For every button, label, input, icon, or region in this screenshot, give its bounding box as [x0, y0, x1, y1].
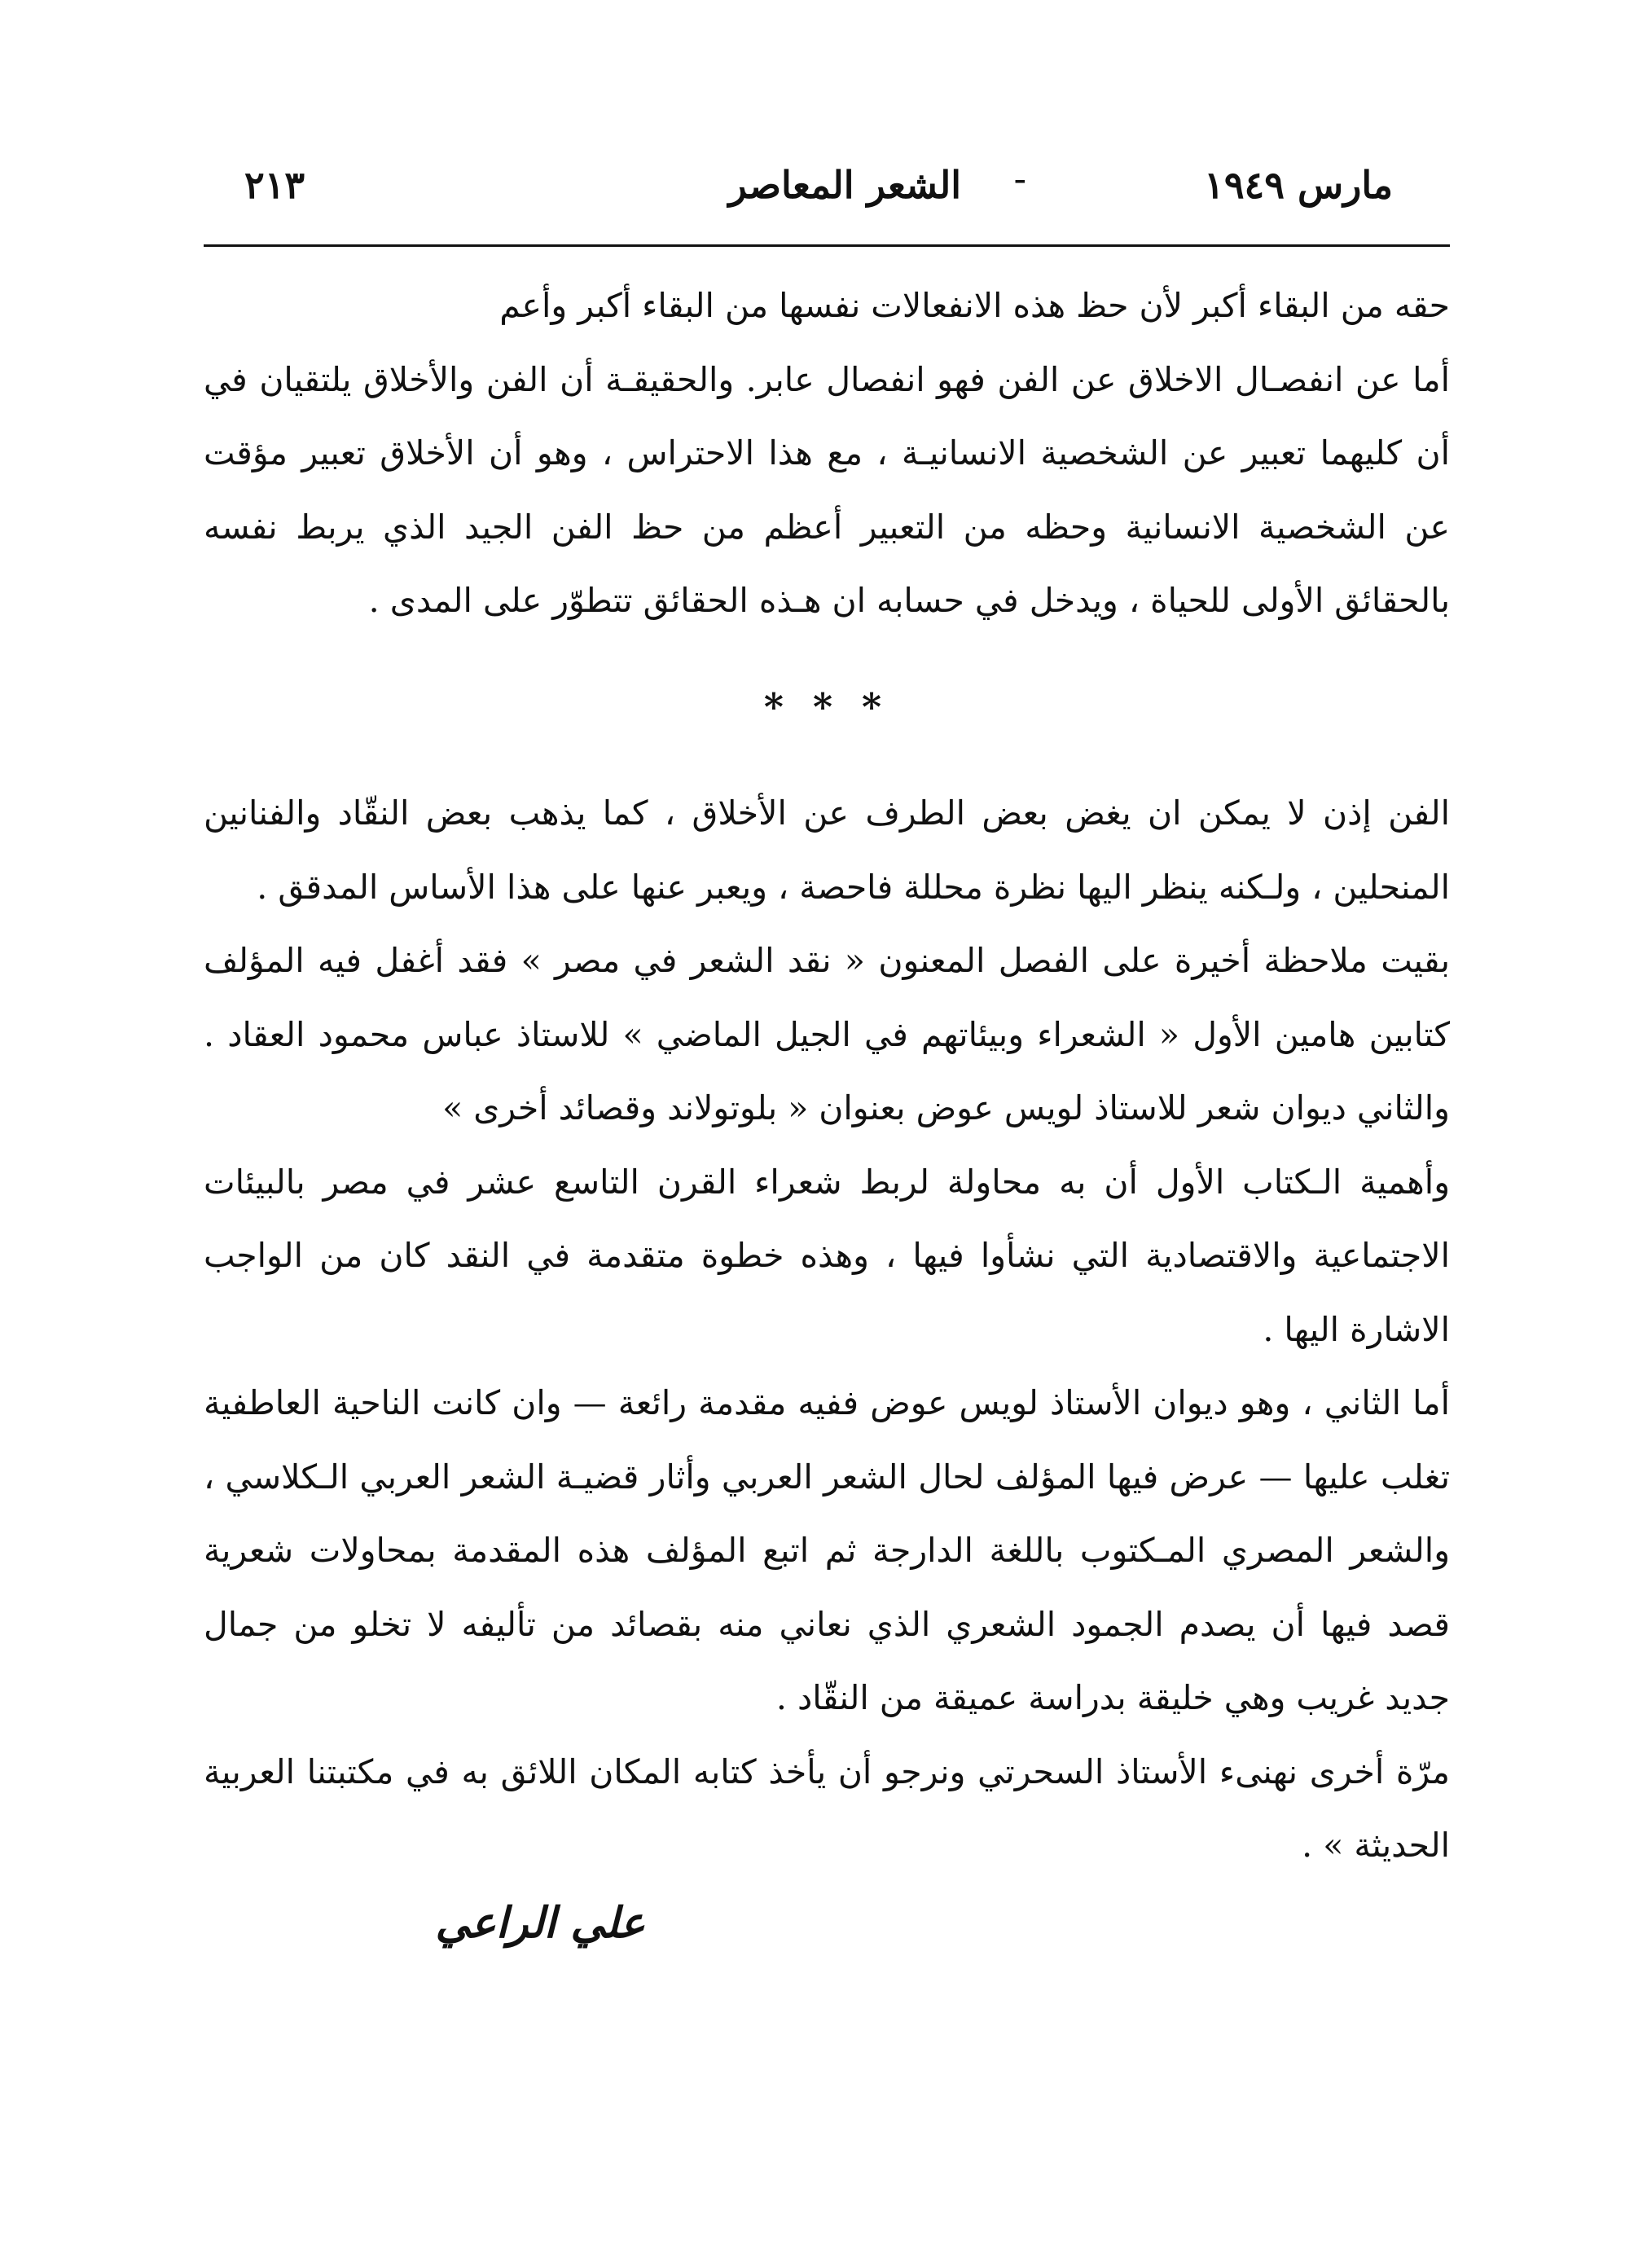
paragraph: وأهمية الـكتاب الأول أن به محاولة لربط شعراء القرن التاسع عشر في مصر بالبيئات الاجتماعية والاقتصادية التي نشأوا فيها ، وهذه خطوة متقدمة في النقد كان من الواجب الاشارة اليها . [204, 1162, 1450, 1349]
paragraph: بقيت ملاحظة أخيرة على الفصل المعنون « نقد الشعر في مصر » فقد أغفل فيه المؤلف كتابين هامين الأول « الشعراء وبيئاتهم في الجيل الماضي » للاستاذ عباس محمود العقاد . والثاني ديوان شعر للاستاذ لويس عوض بعنوان « بلوتولاند وقصائد أخرى » [204, 941, 1450, 1127]
page-number: ٢١٣ [244, 163, 305, 207]
document-page [204, 138, 1450, 2159]
header-dash: - [1013, 156, 1026, 200]
paragraph: الفن إذن لا يمكن ان يغض بعض الطرف عن الأخلاق ، كما يذهب بعض النقّاد والفنانين المنحلين ، ولـكنه ينظر اليها نظرة محللة فاحصة ، ويعبر عنها على هذا الأساس المدقق . [204, 793, 1450, 907]
paragraph: أما الثاني ، وهو ديوان الأستاذ لويس عوض ففيه مقدمة رائعة — وان كانت الناحية العاطفية تغلب عليها — عرض فيها المؤلف لحال الشعر العربي وأثار قضيـة الشعر العربي الـكلاسي ، والشعر المصري المـكتوب باللغة الدارجة ثم اتبع المؤلف هذه المقدمة بمحاولات شعرية قصد فيها أن يصدم الجمود الشعري الذي نعاني منه بقصائد من تأليفه لا تخلو من جمال جديد غريب وهي خليقة بدراسة عميقة من النقّاد . [204, 1383, 1450, 1717]
paragraph: حقه من البقاء أكبر لأن حظ هذه الانفعالات نفسها من البقاء أكبر وأعم [499, 286, 1450, 325]
header-divider [204, 244, 1450, 247]
author-signature: علي الراعي [435, 1898, 645, 1948]
header-title: الشعر المعاصر [728, 163, 961, 207]
header-date: مارس ١٩٤٩ [1204, 163, 1393, 207]
paragraph: أما عن انفصـال الاخلاق عن الفن فهو انفصال عابر. والحقيقـة أن الفن والأخلاق يلتقيان في أن كليهما تعبير عن الشخصية الانسانيـة ، مع هذا الاحتراس ، وهو أن الأخلاق تعبير مؤقت عن الشخصية الانسانية وحظه من التعبير أعظم من حظ الفن الجيد الذي يربط نفسه بالحقائق الأولى للحياة ، ويدخل في حسابه ان هـذه الحقائق تتطوّر على المدى . [204, 359, 1450, 620]
page-header [204, 138, 1450, 228]
article-body [204, 269, 1450, 1883]
paragraph: مرّة أخرى نهنىء الأستاذ السحرتي ونرجو أن يأخذ كتابه المكان اللائق به في مكتبتنا العربية الحديثة » . [204, 1752, 1450, 1865]
section-separator: * * * [763, 684, 890, 729]
